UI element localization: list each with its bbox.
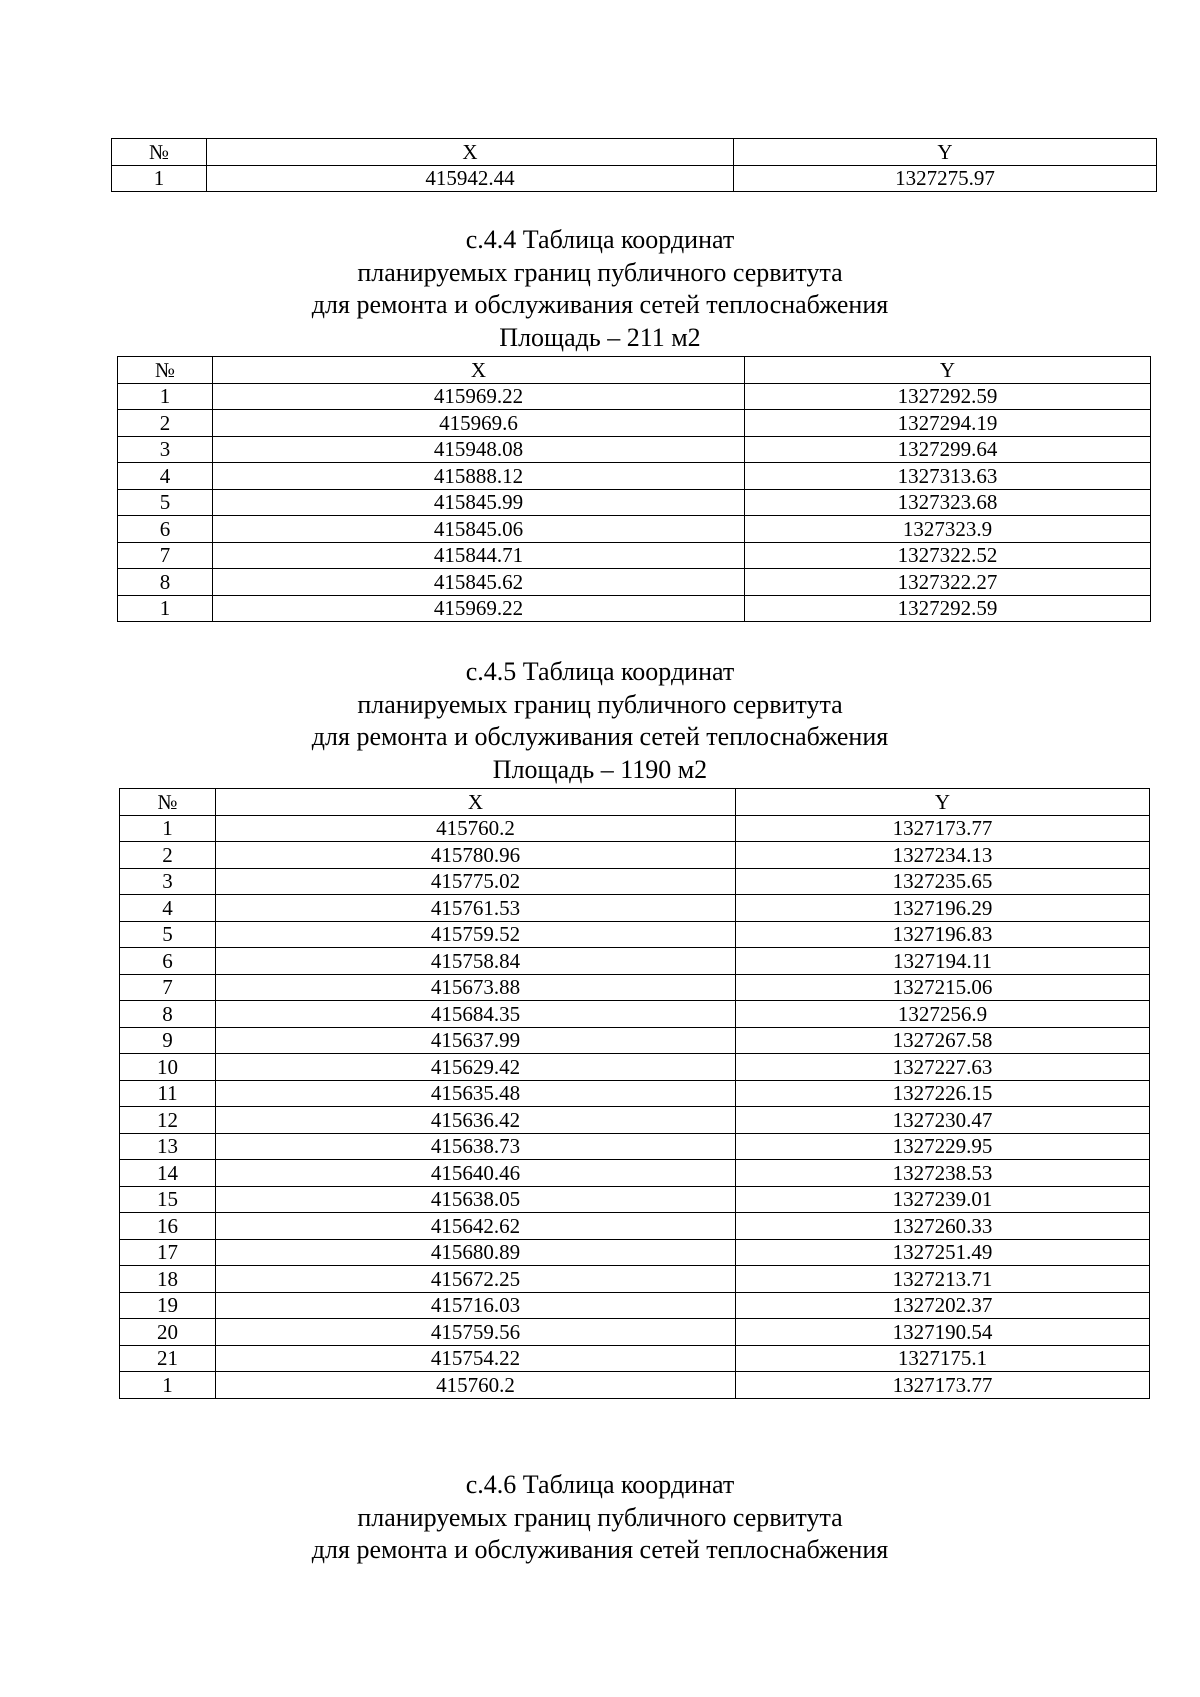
y-coordinate-cell: 1327238.53	[736, 1160, 1150, 1187]
y-coordinate-cell: 1327294.19	[745, 410, 1151, 437]
x-coordinate-cell: 415638.05	[216, 1186, 736, 1213]
y-coordinate-cell: 1327215.06	[736, 974, 1150, 1001]
column-header-num: №	[112, 139, 207, 166]
table-row	[120, 1372, 1150, 1399]
point-number-cell: 17	[120, 1239, 216, 1266]
table-row	[118, 516, 1151, 543]
table-row	[118, 569, 1151, 596]
y-coordinate-cell: 1327235.65	[736, 868, 1150, 895]
column-header-y: Y	[736, 789, 1150, 816]
section-4-4-heading	[0, 224, 1200, 354]
point-number-cell: 12	[120, 1107, 216, 1134]
y-coordinate-cell: 1327239.01	[736, 1186, 1150, 1213]
y-coordinate-cell: 1327292.59	[745, 383, 1151, 410]
point-number-cell: 7	[118, 542, 213, 569]
table-header-row	[112, 139, 1157, 166]
y-coordinate-cell: 1327226.15	[736, 1080, 1150, 1107]
section-subtitle: планируемых границ публичного сервитута	[357, 1502, 843, 1532]
y-coordinate-cell: 1327173.77	[736, 815, 1150, 842]
coordinates-table-continued	[111, 138, 1157, 192]
y-coordinate-cell: 1327190.54	[736, 1319, 1150, 1346]
point-number-cell: 1	[120, 1372, 216, 1399]
y-coordinate-cell: 1327251.49	[736, 1239, 1150, 1266]
table-row	[120, 948, 1150, 975]
y-coordinate-cell: 1327230.47	[736, 1107, 1150, 1134]
point-number-cell: 7	[120, 974, 216, 1001]
point-number-cell: 1	[120, 815, 216, 842]
table-header-row	[118, 357, 1151, 384]
table-row	[120, 895, 1150, 922]
point-number-cell: 1	[118, 383, 213, 410]
section-area: Площадь – 1190 м2	[492, 754, 708, 784]
table-row	[120, 1001, 1150, 1028]
table-row	[118, 595, 1151, 622]
table-row	[120, 1107, 1150, 1134]
column-header-x: X	[213, 357, 745, 384]
x-coordinate-cell: 415636.42	[216, 1107, 736, 1134]
y-coordinate-cell: 1327213.71	[736, 1266, 1150, 1293]
x-coordinate-cell: 415759.52	[216, 921, 736, 948]
point-number-cell: 5	[118, 489, 213, 516]
table-row	[120, 1160, 1150, 1187]
column-header-x: X	[207, 139, 734, 166]
point-number-cell: 14	[120, 1160, 216, 1187]
y-coordinate-cell: 1327196.29	[736, 895, 1150, 922]
point-number-cell: 21	[120, 1345, 216, 1372]
x-coordinate-cell: 415629.42	[216, 1054, 736, 1081]
table-row	[120, 868, 1150, 895]
y-coordinate-cell: 1327322.27	[745, 569, 1151, 596]
point-number-cell: 2	[120, 842, 216, 869]
y-coordinate-cell: 1327267.58	[736, 1027, 1150, 1054]
x-coordinate-cell: 415845.62	[213, 569, 745, 596]
y-coordinate-cell: 1327175.1	[736, 1345, 1150, 1372]
table-row	[120, 815, 1150, 842]
table-row	[120, 1054, 1150, 1081]
point-number-cell: 8	[118, 569, 213, 596]
x-coordinate-cell: 415844.71	[213, 542, 745, 569]
y-coordinate-cell: 1327229.95	[736, 1133, 1150, 1160]
point-number-cell: 15	[120, 1186, 216, 1213]
table-row	[120, 1027, 1150, 1054]
table-row	[120, 921, 1150, 948]
y-coordinate-cell: 1327196.83	[736, 921, 1150, 948]
table-row	[120, 974, 1150, 1001]
x-coordinate-cell: 415680.89	[216, 1239, 736, 1266]
coordinates-table-4-4	[117, 356, 1151, 622]
point-number-cell: 8	[120, 1001, 216, 1028]
section-title: с.4.6 Таблица координат	[465, 1470, 735, 1499]
section-purpose: для ремонта и обслуживания сетей теплоснабжения	[311, 290, 889, 319]
section-purpose: для ремонта и обслуживания сетей теплоснабжения	[311, 1535, 889, 1564]
table-row	[120, 842, 1150, 869]
x-coordinate-cell: 415761.53	[216, 895, 736, 922]
section-4-6-heading	[0, 1469, 1200, 1567]
x-coordinate-cell: 415948.08	[213, 436, 745, 463]
x-coordinate-cell: 415684.35	[216, 1001, 736, 1028]
table-row	[118, 436, 1151, 463]
y-coordinate-cell: 1327323.9	[745, 516, 1151, 543]
point-number-cell: 6	[120, 948, 216, 975]
y-coordinate-cell: 1327313.63	[745, 463, 1151, 490]
y-coordinate-cell: 1327322.52	[745, 542, 1151, 569]
y-coordinate-cell: 1327194.11	[736, 948, 1150, 975]
point-number-cell: 13	[120, 1133, 216, 1160]
table-row	[120, 1213, 1150, 1240]
coordinates-table-4-5	[119, 788, 1150, 1399]
table-row	[120, 1186, 1150, 1213]
x-coordinate-cell: 415969.22	[213, 383, 745, 410]
point-number-cell: 6	[118, 516, 213, 543]
section-title: с.4.5 Таблица координат	[465, 657, 735, 686]
table-row	[120, 1292, 1150, 1319]
table-row	[120, 1319, 1150, 1346]
point-number-cell: 18	[120, 1266, 216, 1293]
point-number-cell: 2	[118, 410, 213, 437]
y-coordinate-cell: 1327299.64	[745, 436, 1151, 463]
y-coordinate-cell: 1327256.9	[736, 1001, 1150, 1028]
y-coordinate-cell: 1327173.77	[736, 1372, 1150, 1399]
table-row	[112, 165, 1157, 192]
point-number-cell: 19	[120, 1292, 216, 1319]
column-header-x: X	[216, 789, 736, 816]
section-4-5-heading	[0, 656, 1200, 786]
column-header-y: Y	[745, 357, 1151, 384]
table-row	[118, 410, 1151, 437]
point-number-cell: 9	[120, 1027, 216, 1054]
x-coordinate-cell: 415759.56	[216, 1319, 736, 1346]
x-coordinate-cell: 415942.44	[207, 165, 734, 192]
section-subtitle: планируемых границ публичного сервитута	[357, 689, 843, 719]
table-row	[120, 1133, 1150, 1160]
y-coordinate-cell: 1327202.37	[736, 1292, 1150, 1319]
section-title: с.4.4 Таблица координат	[465, 225, 735, 254]
x-coordinate-cell: 415638.73	[216, 1133, 736, 1160]
y-coordinate-cell: 1327292.59	[745, 595, 1151, 622]
point-number-cell: 16	[120, 1213, 216, 1240]
point-number-cell: 20	[120, 1319, 216, 1346]
x-coordinate-cell: 415780.96	[216, 842, 736, 869]
x-coordinate-cell: 415637.99	[216, 1027, 736, 1054]
column-header-num: №	[120, 789, 216, 816]
point-number-cell: 3	[120, 868, 216, 895]
y-coordinate-cell: 1327227.63	[736, 1054, 1150, 1081]
x-coordinate-cell: 415642.62	[216, 1213, 736, 1240]
point-number-cell: 3	[118, 436, 213, 463]
table-row	[120, 1345, 1150, 1372]
x-coordinate-cell: 415775.02	[216, 868, 736, 895]
x-coordinate-cell: 415672.25	[216, 1266, 736, 1293]
table-row	[120, 1080, 1150, 1107]
y-coordinate-cell: 1327275.97	[734, 165, 1157, 192]
x-coordinate-cell: 415845.99	[213, 489, 745, 516]
point-number-cell: 5	[120, 921, 216, 948]
point-number-cell: 11	[120, 1080, 216, 1107]
x-coordinate-cell: 415716.03	[216, 1292, 736, 1319]
column-header-num: №	[118, 357, 213, 384]
table-row	[118, 542, 1151, 569]
y-coordinate-cell: 1327260.33	[736, 1213, 1150, 1240]
table-row	[118, 489, 1151, 516]
x-coordinate-cell: 415969.22	[213, 595, 745, 622]
x-coordinate-cell: 415640.46	[216, 1160, 736, 1187]
point-number-cell: 10	[120, 1054, 216, 1081]
table-row	[120, 1266, 1150, 1293]
table-header-row	[120, 789, 1150, 816]
column-header-y: Y	[734, 139, 1157, 166]
table-row	[118, 463, 1151, 490]
y-coordinate-cell: 1327234.13	[736, 842, 1150, 869]
x-coordinate-cell: 415760.2	[216, 815, 736, 842]
x-coordinate-cell: 415888.12	[213, 463, 745, 490]
y-coordinate-cell: 1327323.68	[745, 489, 1151, 516]
x-coordinate-cell: 415845.06	[213, 516, 745, 543]
point-number-cell: 4	[118, 463, 213, 490]
x-coordinate-cell: 415758.84	[216, 948, 736, 975]
section-purpose: для ремонта и обслуживания сетей теплоснабжения	[311, 722, 889, 751]
table-row	[120, 1239, 1150, 1266]
point-number-cell: 1	[112, 165, 207, 192]
section-area: Площадь – 211 м2	[499, 322, 701, 352]
section-subtitle: планируемых границ публичного сервитута	[357, 257, 843, 287]
x-coordinate-cell: 415673.88	[216, 974, 736, 1001]
x-coordinate-cell: 415760.2	[216, 1372, 736, 1399]
point-number-cell: 4	[120, 895, 216, 922]
point-number-cell: 1	[118, 595, 213, 622]
x-coordinate-cell: 415635.48	[216, 1080, 736, 1107]
x-coordinate-cell: 415969.6	[213, 410, 745, 437]
table-row	[118, 383, 1151, 410]
x-coordinate-cell: 415754.22	[216, 1345, 736, 1372]
